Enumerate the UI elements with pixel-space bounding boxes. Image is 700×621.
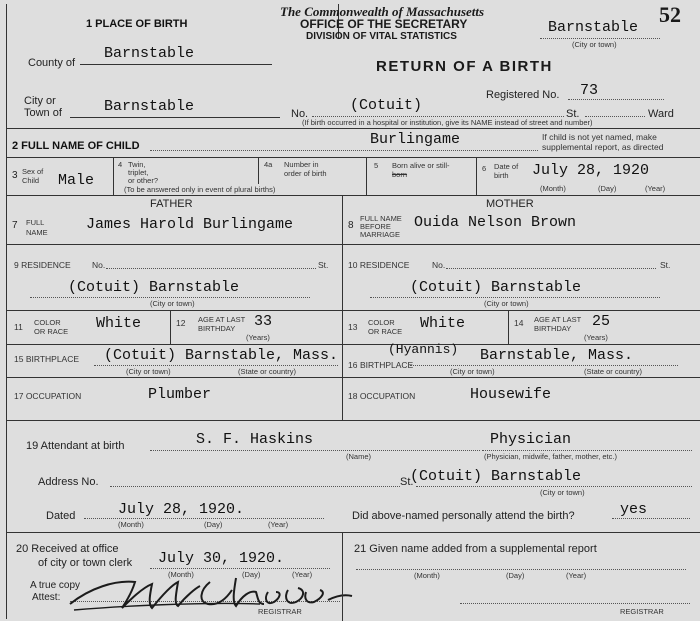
sex-num: 3 (12, 170, 18, 181)
father-occupation-label: 17 OCCUPATION (14, 391, 82, 401)
birth-date-value: July 28, 1920 (532, 162, 650, 179)
order-label-2: order of birth (284, 169, 327, 178)
supplemental-registrar-caption: REGISTRAR (620, 607, 664, 616)
county-value: Barnstable (104, 45, 195, 62)
mother-residence-st: St. (660, 260, 671, 270)
registered-label: Registered No. (486, 89, 560, 101)
child-name-label: 2 FULL NAME OF CHILD (12, 140, 140, 152)
father-residence-value: (Cotuit) Barnstable (68, 279, 240, 296)
father-name-value: James Harold Burlingame (86, 216, 294, 233)
supplemental-year-caption: (Year) (566, 571, 587, 580)
received-year-caption: (Year) (292, 570, 313, 579)
received-label-1: 20 Received at office (16, 543, 119, 555)
mother-age-caption: (Years) (584, 333, 608, 342)
alive-label-2: born (392, 170, 408, 179)
mother-birthplace-value-2: Barnstable, Mass. (480, 347, 634, 364)
header-city-value: Barnstable (548, 19, 639, 36)
dated-value: July 28, 1920. (118, 501, 245, 518)
twin-label-3: or other? (128, 176, 159, 185)
mother-color-label-2: OR RACE (368, 327, 403, 336)
mother-age-label-1: AGE AT LAST (534, 315, 582, 324)
dated-month-caption: (Month) (118, 520, 144, 529)
mother-color-label-1: COLOR (368, 318, 395, 327)
father-age-caption: (Years) (246, 333, 270, 342)
city-label-2: Town of (24, 107, 62, 119)
left-border (6, 4, 7, 619)
mother-age-num: 14 (514, 318, 524, 328)
mother-occupation-label: 18 OCCUPATION (348, 391, 416, 401)
mother-birthplace-label: BIRTHPLACE (360, 360, 414, 370)
form-title: RETURN OF A BIRTH (376, 58, 553, 75)
mother-name-label-1: FULL NAME (360, 214, 402, 223)
father-birthplace-caption-1: (City or town) (126, 367, 171, 376)
hospital-note: (If birth occurred in a hospital or institution, give its NAME instead of street and number) (302, 118, 593, 127)
address-label: Address No. (38, 476, 99, 488)
received-day-caption: (Day) (242, 570, 261, 579)
attend-question: Did above-named personally attend the birth? (352, 510, 575, 522)
registrar-signature (60, 566, 360, 616)
date-label-2: birth (494, 171, 509, 180)
attest-label: Attest: (32, 592, 61, 603)
dated-label: Dated (46, 510, 76, 522)
attendant-role-value: Physician (490, 431, 572, 448)
mother-name-label-3: MARRIAGE (360, 230, 401, 239)
mother-birthplace-value-1: (Hyannis) (388, 342, 459, 357)
father-residence-caption: (City or town) (150, 299, 195, 308)
mother-birthplace-caption-1: (City or town) (450, 367, 495, 376)
commonwealth-heading: The Commonwealth of Massachusetts (280, 4, 485, 19)
order-label-1: Number in (284, 160, 319, 169)
father-residence-st: St. (318, 260, 329, 270)
father-birthplace-value: (Cotuit) Barnstable, Mass. (104, 347, 339, 364)
date-num: 6 (482, 164, 487, 173)
city-label-1: City or (24, 95, 56, 107)
mother-birthplace-num: 16 (348, 360, 358, 370)
father-residence-no: No. (92, 260, 106, 270)
father-name-label-1: FULL (26, 218, 45, 227)
father-color-value: White (96, 315, 142, 332)
address-st-label: St. (400, 476, 414, 488)
birth-year-caption: (Year) (645, 184, 666, 193)
sex-value: Male (58, 172, 95, 189)
father-color-num: 11 (14, 322, 23, 332)
dated-day-caption: (Day) (204, 520, 223, 529)
registered-value: 73 (580, 82, 599, 99)
twin-num: 4 (118, 160, 123, 169)
county-label: County of (28, 57, 76, 69)
received-month-caption: (Month) (168, 570, 194, 579)
mother-color-num: 13 (348, 322, 358, 332)
dated-year-caption: (Year) (268, 520, 289, 529)
alive-num: 5 (374, 161, 379, 170)
header-city-caption: (City or town) (572, 40, 617, 49)
father-color-label-1: COLOR (34, 318, 61, 327)
supplemental-month-caption: (Month) (414, 571, 440, 580)
twin-label-1: Twin, (128, 160, 146, 169)
father-residence-label: 9 RESIDENCE (14, 260, 71, 270)
no-label: No. (291, 108, 309, 120)
father-occupation-value: Plumber (148, 386, 212, 403)
father-birthplace-label: 15 BIRTHPLACE (14, 354, 80, 364)
mother-residence-label: 10 RESIDENCE (348, 260, 410, 270)
father-birthplace-caption-2: (State or country) (238, 367, 296, 376)
child-name-value: Burlingame (370, 131, 461, 148)
child-name-note-1: If child is not yet named, make (542, 132, 657, 142)
mother-age-label-2: BIRTHDAY (534, 324, 572, 333)
birth-day-caption: (Day) (598, 184, 617, 193)
supplemental-day-caption: (Day) (506, 571, 525, 580)
attend-value: yes (620, 501, 648, 518)
no-value: (Cotuit) (350, 97, 423, 114)
place-of-birth-heading: 1 PLACE OF BIRTH (86, 18, 188, 30)
mother-name-value: Ouida Nelson Brown (414, 214, 577, 231)
attendant-label: 19 Attendant at birth (26, 440, 125, 452)
ward-label: Ward (648, 108, 674, 120)
plural-note: (To be answered only in event of plural births) (124, 185, 276, 194)
father-age-label-1: AGE AT LAST (198, 315, 246, 324)
father-age-num: 12 (176, 318, 186, 328)
sex-label: Sex of Child (22, 167, 44, 185)
office-heading: OFFICE OF THE SECRETARY (300, 17, 468, 31)
address-value: (Cotuit) Barnstable (410, 468, 582, 485)
birth-month-caption: (Month) (540, 184, 566, 193)
mother-name-label-2: BEFORE (360, 222, 391, 231)
mother-residence-caption: (City or town) (484, 299, 529, 308)
mother-residence-no: No. (432, 260, 446, 270)
mother-heading: MOTHER (486, 198, 534, 210)
order-num: 4a (264, 160, 273, 169)
attendant-name-value: S. F. Haskins (196, 431, 314, 448)
mother-residence-value: (Cotuit) Barnstable (410, 279, 582, 296)
received-value: July 30, 1920. (158, 550, 285, 567)
father-age-label-2: BIRTHDAY (198, 324, 236, 333)
center-divider (342, 195, 343, 420)
attendant-role-caption: (Physician, midwife, father, mother, etc.) (484, 452, 617, 461)
address-caption: (City or town) (540, 488, 585, 497)
supplemental-label: 21 Given name added from a supplemental report (354, 543, 597, 555)
mother-color-value: White (420, 315, 466, 332)
received-registrar-caption: REGISTRAR (258, 607, 302, 616)
father-name-num: 7 (12, 220, 18, 231)
date-label-1: Date of (494, 162, 519, 171)
division-heading: DIVISION OF VITAL STATISTICS (306, 31, 457, 42)
received-label-2: of city or town clerk (38, 557, 133, 569)
st-label: St. (566, 108, 580, 120)
father-heading: FATHER (150, 198, 193, 210)
page-number: 52 (659, 2, 681, 27)
twin-label-2: triplet, (128, 168, 149, 177)
father-age-value: 33 (254, 313, 273, 330)
true-copy-label: A true copy (30, 580, 81, 591)
mother-age-value: 25 (592, 313, 611, 330)
mother-name-num: 8 (348, 220, 354, 231)
city-value: Barnstable (104, 98, 195, 115)
attendant-name-caption: (Name) (346, 452, 372, 461)
father-color-label-2: OR RACE (34, 327, 69, 336)
mother-birthplace-caption-2: (State or country) (584, 367, 642, 376)
mother-occupation-value: Housewife (470, 386, 552, 403)
alive-label-1: Born alive or still- (392, 161, 450, 170)
child-name-note-2: supplemental report, as directed (542, 142, 664, 152)
father-name-label-2: NAME (26, 228, 48, 237)
